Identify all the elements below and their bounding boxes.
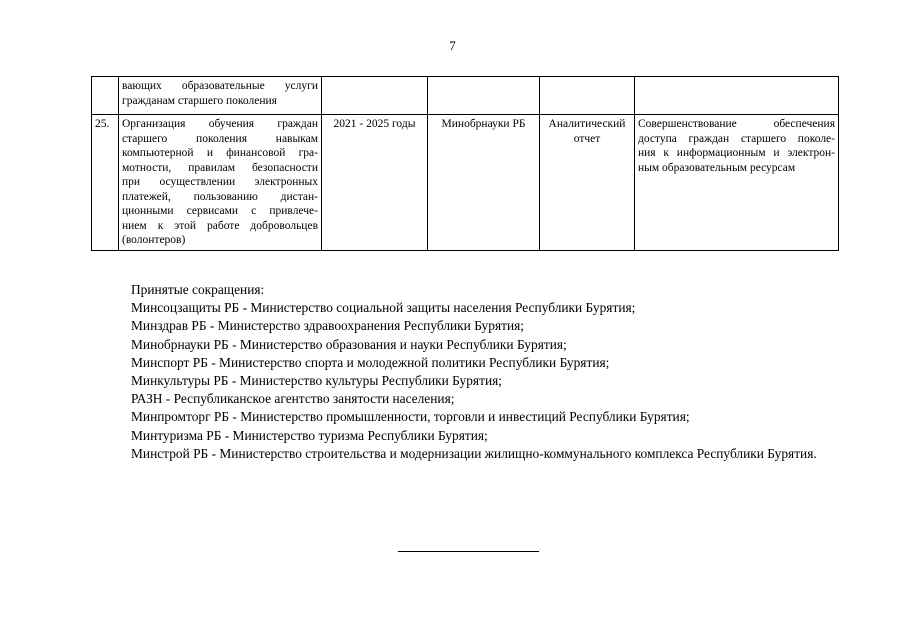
abbreviation-item: Минстрой РБ - Министерство строительства и модернизации жилищно-коммунального комплекса Республики Бурятия. [131,445,817,461]
abbreviation-item: Минздрав РБ - Министерство здравоохранения Республики Бурятия; [131,318,525,334]
activity-line: мотности, правилам безопасности [122,161,318,174]
activity-line: платежей, пользованию дистан- [122,190,318,203]
program-table [91,76,839,251]
result-line: Совершенствование обеспечения [638,118,835,130]
report-form-line: Аналитический [548,118,626,130]
cell-result [635,77,839,115]
activity-line: Организация обучения граждан [122,118,318,130]
activity-line: старшего поколения навыкам [122,132,318,145]
cell-executor [428,77,540,115]
cell-activity [119,77,322,115]
cell-number [92,77,119,115]
abbreviation-item: Минпромторг РБ - Министерство промышленности, торговли и инвестиций Республики Бурятия; [131,409,690,425]
activity-line: (волонтеров) [122,234,186,246]
activity-line: ционными сервисами с привлече- [122,205,318,217]
page-number: 7 [449,38,456,53]
abbreviation-item: Минспорт РБ - Министерство спорта и молодежной политики Республики Бурятия; [131,354,610,370]
report-form-line: отчет [573,132,601,145]
row-number: 25. [92,115,119,251]
table-row-continuation [92,77,839,115]
activity-line: вающих образовательные услуги [122,80,318,92]
footnote-divider [398,551,539,552]
result-line: доступа граждан старшего поколе- [638,132,835,145]
result-line: ния к информационным и электрон- [638,147,835,159]
activity-line: при осуществлении электронных [122,176,318,188]
abbreviation-item: РАЗН - Республиканское агентство занятости населения; [131,391,455,407]
result-line: ным образовательным ресурсам [638,161,796,174]
abbreviations-block [91,281,839,463]
table-row-25 [92,115,839,251]
activity-line: нием к этой работе добровольцев [122,219,318,232]
cell-period [322,77,428,115]
activity-line: гражданам старшего поколения [122,94,277,107]
abbreviation-item: Минсоцзащиты РБ - Министерство социальной защиты населения Республики Бурятия; [131,300,636,316]
abbreviations-heading: Принятые сокращения: [131,282,265,297]
abbreviation-item: Минтуризма РБ - Министерство туризма Республики Бурятия; [131,427,488,443]
cell-report-form [540,77,635,115]
cell-period: 2021 - 2025 годы [322,115,428,251]
cell-report-form [540,115,635,251]
abbreviation-item: Минкультуры РБ - Министерство культуры Республики Бурятия; [131,373,502,389]
activity-line: компьютерной и финансовой гра- [122,147,318,159]
abbreviation-item: Минобрнауки РБ - Министерство образования и науки Республики Бурятия; [131,336,567,352]
cell-result [635,115,839,251]
cell-executor: Минобрнауки РБ [428,115,540,251]
cell-activity [119,115,322,251]
